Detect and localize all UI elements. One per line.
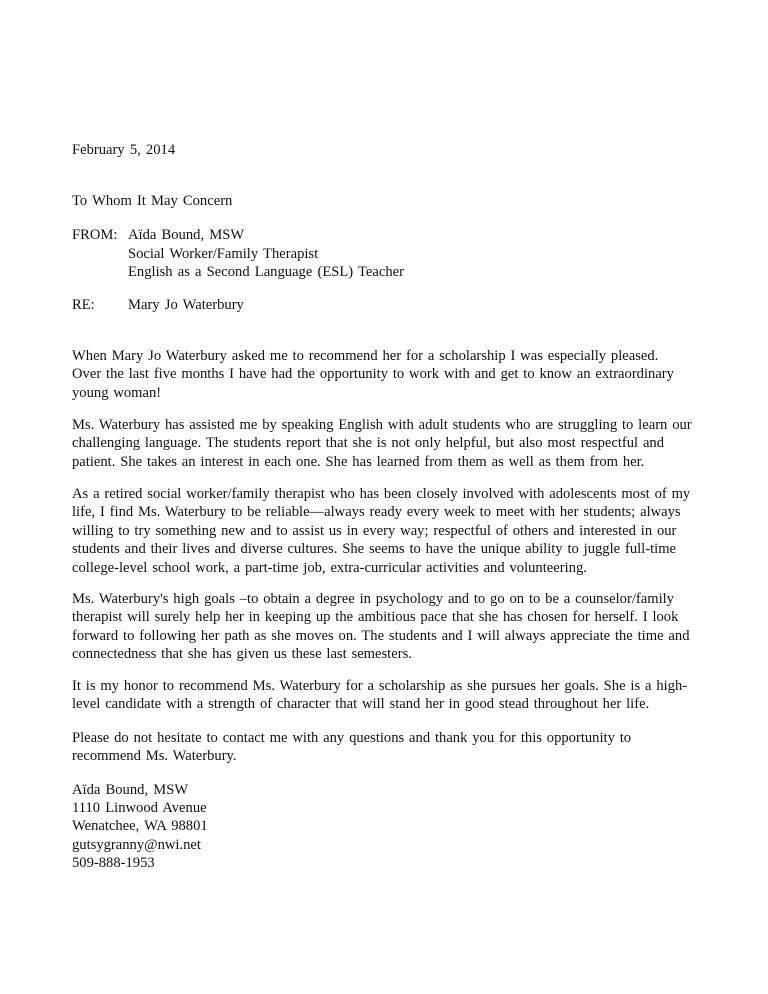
paragraph-line: connectedness that she has given us these last semesters. — [72, 646, 412, 663]
paragraph-line: students and their lives and diverse cultures. She seems to have the unique ability to juggle full-time — [72, 541, 677, 558]
paragraph-line: young woman! — [72, 384, 162, 401]
paragraph-6 — [72, 729, 702, 766]
re-block — [72, 296, 712, 315]
paragraph-line: therapist will surely help her in keeping up the ambitious pace that she has chosen for herself. I look — [72, 609, 679, 626]
signature-block — [72, 781, 712, 872]
from-title-2: English as a Second Language (ESL) Teacher — [128, 264, 404, 280]
salutation — [72, 192, 712, 211]
paragraph-2 — [72, 416, 702, 471]
paragraph-line: It is my honor to recommend Ms. Waterbury for a scholarship as she pursues her goals. She is a high- — [72, 678, 688, 694]
signature-email: gutsygranny@nwi.net — [72, 836, 201, 853]
paragraph-line: When Mary Jo Waterbury asked me to recommend her for a scholarship I was especially pleased. — [72, 348, 659, 364]
from-name: Aïda Bound, MSW — [128, 227, 245, 243]
signature-street: 1110 Linwood Avenue — [72, 800, 207, 817]
signature-city: Wenatchee, WA 98801 — [72, 818, 208, 835]
date-text: February 5, 2014 — [72, 142, 176, 158]
paragraph-4 — [72, 590, 702, 664]
signature-name: Aïda Bound, MSW — [72, 782, 189, 798]
from-title-1: Social Worker/Family Therapist — [128, 245, 319, 262]
paragraph-3 — [72, 485, 702, 577]
paragraph-1 — [72, 347, 702, 402]
signature-phone: 509-888-1953 — [72, 854, 155, 871]
re-label: RE: — [72, 297, 95, 313]
salutation-text: To Whom It May Concern — [72, 193, 233, 209]
from-title-row-2 — [72, 263, 712, 282]
paragraph-line: patient. She takes an interest in each one. She has learned from them as well as them from her. — [72, 453, 645, 470]
date — [72, 141, 712, 160]
paragraph-line: Ms. Waterbury's high goals –to obtain a degree in psychology and to go on to be a counselor/family — [72, 591, 674, 607]
paragraph-line: college-level school work, a part-time job, extra-curricular activities and volunteering. — [72, 559, 587, 576]
from-block — [72, 226, 712, 282]
from-label: FROM: — [72, 227, 118, 243]
paragraph-line: life, I find Ms. Waterbury to be reliable—always ready every week to meet with her students; always — [72, 504, 681, 521]
paragraph-line: Ms. Waterbury has assisted me by speaking English with adult students who are struggling to learn our — [72, 417, 692, 433]
paragraph-5 — [72, 677, 702, 714]
paragraph-line: Please do not hesitate to contact me with any questions and thank you for this opportunity to — [72, 730, 632, 746]
paragraph-line: Over the last five months I have had the opportunity to work with and get to know an extraordinary — [72, 366, 674, 383]
re-value: Mary Jo Waterbury — [128, 297, 244, 313]
from-title-row-1 — [72, 245, 712, 264]
paragraph-line: recommend Ms. Waterbury. — [72, 748, 237, 765]
paragraph-line: As a retired social worker/family therapist who has been closely involved with adolescents most of my — [72, 486, 691, 502]
paragraph-line: challenging language. The students report that she is not only helpful, but also most respectful and — [72, 435, 665, 452]
paragraph-line: willing to try something new and to assist us in every way; respectful of others and interested in our — [72, 522, 677, 539]
re-row — [72, 296, 712, 315]
paragraph-line: level candidate with a strength of character that will stand her in good stead throughout her life. — [72, 696, 650, 713]
paragraph-line: forward to following her path as she moves on. The students and I will always appreciate the time and — [72, 627, 690, 644]
from-row — [72, 226, 712, 245]
